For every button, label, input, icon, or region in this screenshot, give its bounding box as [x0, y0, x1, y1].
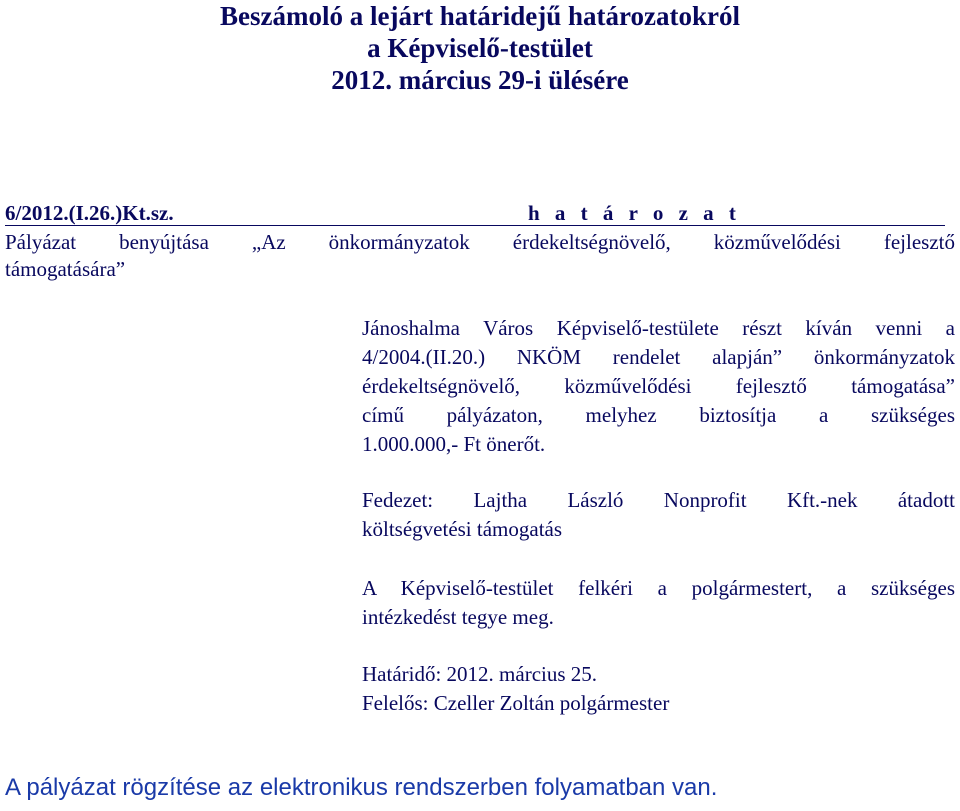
title-line-1: Beszámoló a lejárt határidejű határozatokról — [220, 1, 740, 31]
resolution-number: 6/2012.(I.26.)Kt.sz. — [5, 201, 174, 225]
resolution-header — [5, 200, 945, 226]
funding-paragraph — [362, 486, 955, 544]
resolution-subject — [5, 229, 955, 283]
subject-line-2: támogatására” — [5, 257, 126, 281]
deadline-responsible-block — [362, 660, 955, 718]
instruction-line: intézkedést tegye meg. — [362, 605, 554, 629]
deadline-text: Határidő: 2012. március 25. — [362, 662, 598, 686]
decision-line: 1.000.000,- Ft önerőt. — [362, 432, 546, 456]
resolution-label: h a t á r o z a t — [528, 201, 741, 225]
responsible-text: Felelős: Czeller Zoltán polgármester — [362, 691, 670, 715]
funding-line: Fedezet: Lajtha László Nonprofit Kft.-nek átadott — [362, 488, 955, 512]
subject-line-1: Pályázat benyújtása „Az önkormányzatok érdekeltségnövelő, közművelődési fejlesztő — [5, 230, 955, 254]
document-title — [0, 0, 960, 96]
resolution-decision-paragraph — [362, 314, 955, 459]
decision-line: című pályázaton, melyhez biztosítja a szükséges — [362, 403, 955, 427]
funding-line: költségvetési támogatás — [362, 517, 563, 541]
title-line-3: 2012. március 29-i ülésére — [331, 65, 629, 95]
decision-line: 4/2004.(II.20.) NKÖM rendelet alapján” önkormányzatok — [362, 345, 955, 369]
decision-line: Jánoshalma Város Képviselő-testülete részt kíván venni a — [362, 316, 955, 340]
title-line-2: a Képviselő-testület — [367, 33, 593, 63]
status-note: A pályázat rögzítése az elektronikus rendszerben folyamatban van. — [5, 774, 718, 801]
instruction-paragraph — [362, 574, 955, 632]
instruction-line: A Képviselő-testület felkéri a polgármestert, a szükséges — [362, 576, 955, 600]
decision-line: érdekeltségnövelő, közművelődési fejlesztő támogatása” — [362, 374, 955, 398]
